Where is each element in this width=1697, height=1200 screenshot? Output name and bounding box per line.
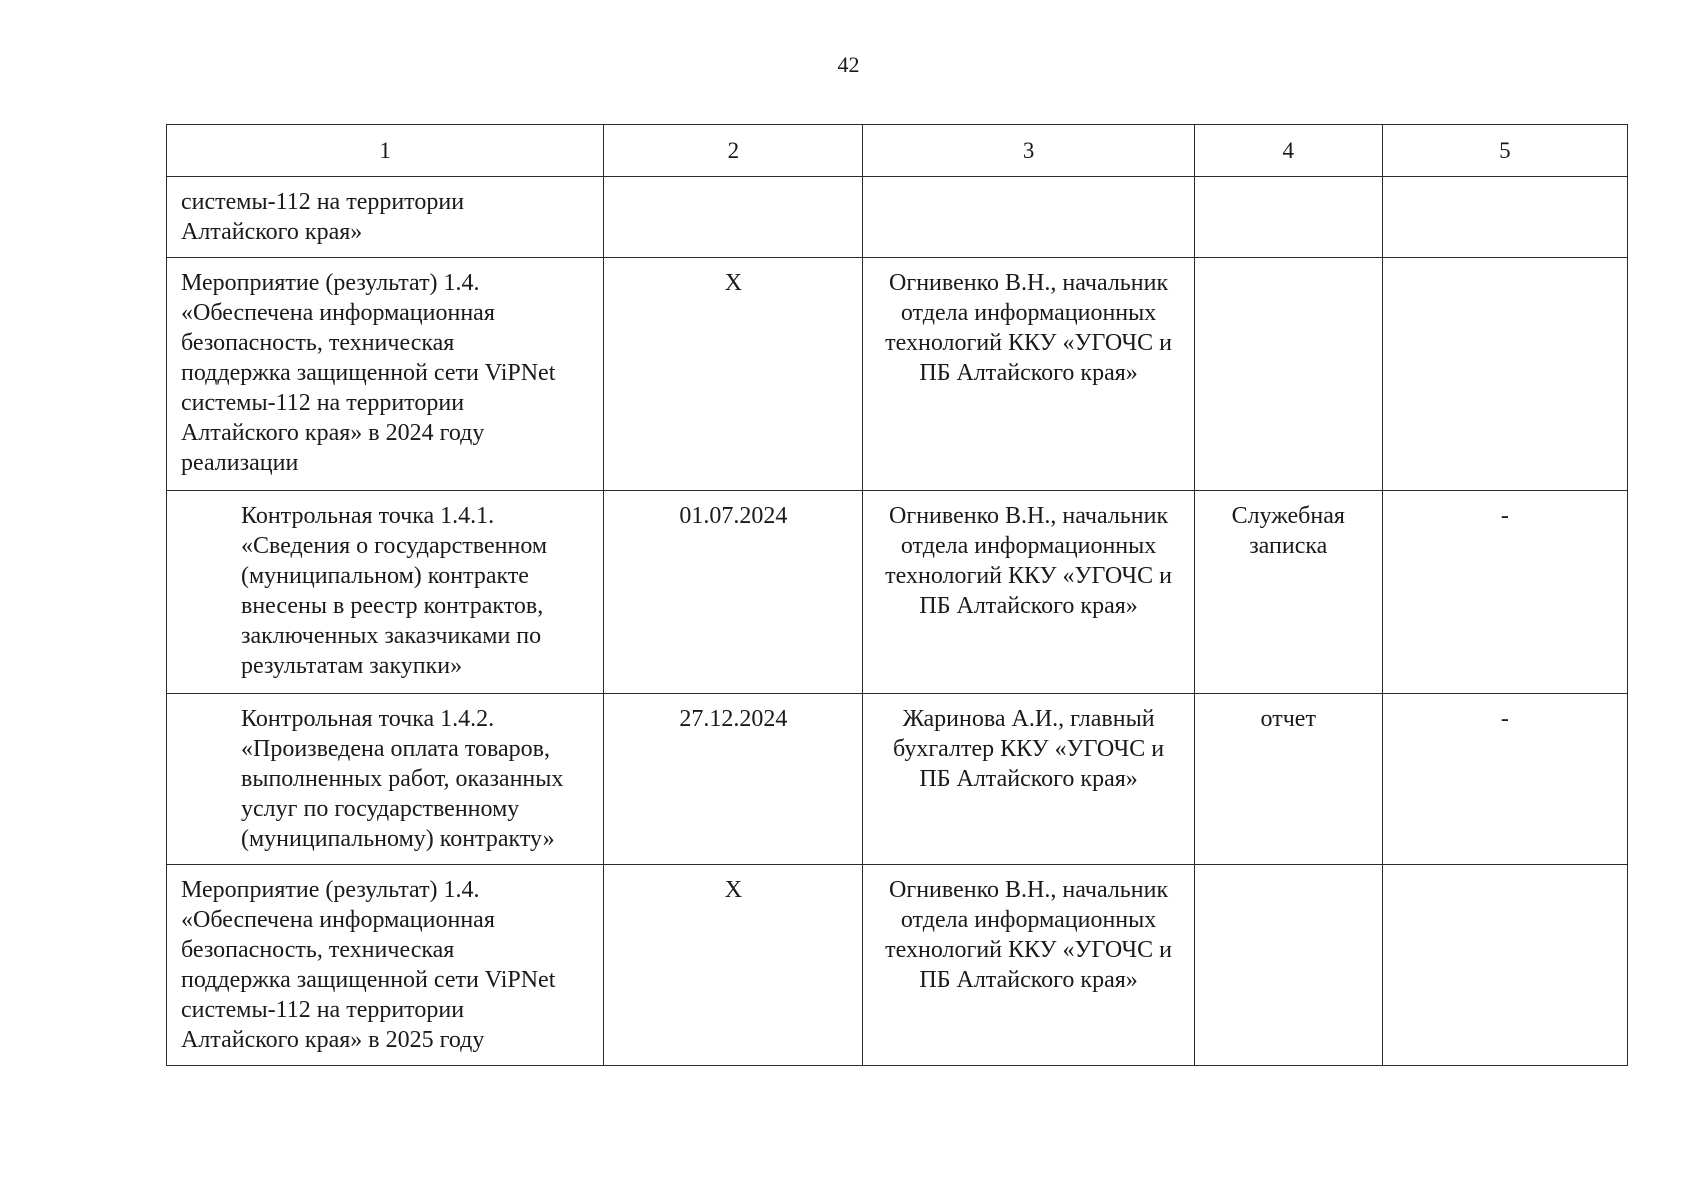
column-number-2: 2 — [604, 125, 863, 177]
deadline-text — [604, 177, 862, 193]
deadline-text: X — [724, 270, 743, 296]
table-row — [167, 694, 1628, 865]
checkpoint-name-text: Контрольная точка 1.4.1. «Сведения о государственном (муниципальном) контракте внесены в реестр контрактов, заключенных заказчиками по результатам закупки» — [241, 503, 548, 679]
table-row — [167, 177, 1628, 258]
document-text: отчет — [1260, 706, 1316, 732]
deadline-text: 01.07.2024 — [679, 503, 788, 529]
measure-name-cell — [167, 258, 604, 491]
document-cell — [1194, 694, 1382, 865]
deadline-cell — [604, 865, 863, 1066]
responsible-cell — [863, 694, 1194, 865]
info-system-cell — [1382, 491, 1627, 694]
page-number: 42 — [837, 52, 860, 77]
checkpoint-name-text: Контрольная точка 1.4.2. «Произведена оплата товаров, выполненных работ, оказанных услуг по государственному (муниципальному) контракту» — [241, 706, 564, 852]
responsible-text: Огнивенко В.Н., начальник отдела информационных технологий ККУ «УГОЧС и ПБ Алтайского края» — [885, 877, 1172, 993]
responsible-cell — [863, 865, 1194, 1066]
table-row — [167, 865, 1628, 1066]
info-system-cell — [1382, 694, 1627, 865]
column-number-3: 3 — [863, 125, 1194, 177]
document-cell — [1194, 177, 1382, 258]
plan-table — [166, 124, 1628, 1066]
info-system-text — [1383, 258, 1627, 268]
measure-name-cell — [167, 177, 604, 258]
responsible-cell — [863, 491, 1194, 694]
info-system-text — [1383, 865, 1627, 875]
document-text — [1195, 258, 1382, 274]
column-number-5: 5 — [1382, 125, 1627, 177]
deadline-cell — [604, 177, 863, 258]
deadline-cell — [604, 491, 863, 694]
table-row — [167, 258, 1628, 491]
document-cell — [1194, 258, 1382, 491]
measure-name-cell — [167, 865, 604, 1066]
responsible-text — [863, 177, 1193, 193]
column-number-1: 1 — [167, 125, 604, 177]
measure-name-text: системы-112 на территории Алтайского края» — [181, 189, 465, 245]
measure-name-text: Мероприятие (результат) 1.4. «Обеспечена информационная безопасность, техническая поддержка защищенной сети ViPNet системы-112 на территории Алтайского края» в 2025 году — [181, 877, 556, 1053]
measure-name-text: Мероприятие (результат) 1.4. «Обеспечена информационная безопасность, техническая поддержка защищенной сети ViPNet системы-112 на территории Алтайского края» в 2024 году реализации — [181, 270, 556, 476]
deadline-cell — [604, 694, 863, 865]
column-number-4: 4 — [1194, 125, 1382, 177]
checkpoint-name-cell — [167, 694, 604, 865]
responsible-cell — [863, 177, 1194, 258]
responsible-text: Огнивенко В.Н., начальник отдела информационных технологий ККУ «УГОЧС и ПБ Алтайского края» — [885, 503, 1172, 619]
responsible-cell — [863, 258, 1194, 491]
info-system-cell — [1382, 177, 1627, 258]
info-system-text — [1383, 177, 1627, 187]
responsible-text: Жаринова А.И., главный бухгалтер ККУ «УГОЧС и ПБ Алтайского края» — [893, 706, 1165, 792]
document-text: Служебная записка — [1231, 503, 1345, 559]
document-cell — [1194, 865, 1382, 1066]
info-system-text: - — [1500, 503, 1509, 529]
table-row — [167, 491, 1628, 694]
deadline-text: X — [724, 877, 743, 903]
document-cell — [1194, 491, 1382, 694]
deadline-cell — [604, 258, 863, 491]
info-system-cell — [1382, 258, 1627, 491]
document-text — [1195, 865, 1382, 881]
info-system-text: - — [1500, 706, 1509, 732]
deadline-text: 27.12.2024 — [679, 706, 788, 732]
info-system-cell — [1382, 865, 1627, 1066]
document-text — [1195, 177, 1382, 193]
table-header-row — [167, 125, 1628, 177]
responsible-text: Огнивенко В.Н., начальник отдела информационных технологий ККУ «УГОЧС и ПБ Алтайского края» — [885, 270, 1172, 386]
checkpoint-name-cell — [167, 491, 604, 694]
